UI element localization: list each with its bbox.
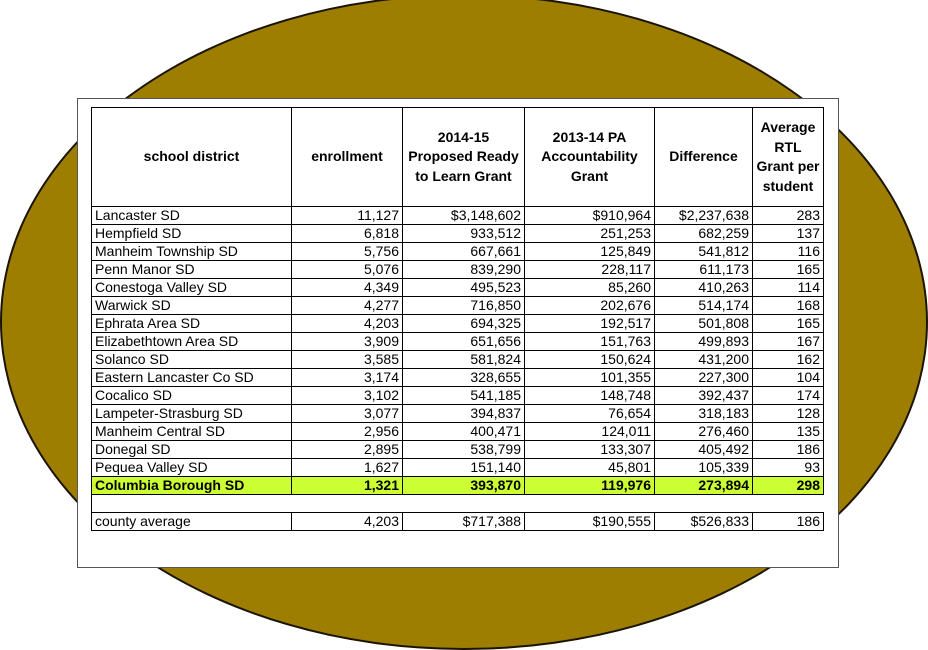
table-row [92, 243, 824, 261]
cell-accountability: 151,763 [525, 333, 655, 351]
cell-accountability: 124,011 [525, 423, 655, 441]
table-row [92, 225, 824, 243]
cell-enrollment: 6,818 [292, 225, 403, 243]
cell-district: Lancaster SD [92, 207, 292, 225]
cell-district: Manheim Central SD [92, 423, 292, 441]
cell-district: Solanco SD [92, 351, 292, 369]
cell-difference: 273,894 [655, 477, 753, 495]
table-row [92, 351, 824, 369]
cell-accountability: $910,964 [525, 207, 655, 225]
cell-enrollment: 4,277 [292, 297, 403, 315]
cell-proposed: 495,523 [403, 279, 525, 297]
header-proposed-grant: 2014-15 Proposed Ready to Learn Grant [403, 108, 525, 207]
cell-average: 165 [753, 261, 824, 279]
cell-district: Lampeter-Strasburg SD [92, 405, 292, 423]
cell-difference: 392,437 [655, 387, 753, 405]
cell-difference: 541,812 [655, 243, 753, 261]
cell-proposed: 651,656 [403, 333, 525, 351]
cell-accountability: 228,117 [525, 261, 655, 279]
cell-enrollment: 2,956 [292, 423, 403, 441]
cell-district: Cocalico SD [92, 387, 292, 405]
cell-proposed: 538,799 [403, 441, 525, 459]
cell-average: 186 [753, 513, 824, 531]
cell-proposed: 839,290 [403, 261, 525, 279]
table-row [92, 387, 824, 405]
cell-proposed: $717,388 [403, 513, 525, 531]
table-row [92, 261, 824, 279]
cell-average: 283 [753, 207, 824, 225]
cell-district: county average [92, 513, 292, 531]
cell-accountability: 251,253 [525, 225, 655, 243]
cell-difference: 431,200 [655, 351, 753, 369]
cell-difference: 501,808 [655, 315, 753, 333]
table-row [92, 333, 824, 351]
cell-enrollment: 5,756 [292, 243, 403, 261]
cell-proposed: 933,512 [403, 225, 525, 243]
cell-district: Columbia Borough SD [92, 477, 292, 495]
cell-proposed: 667,661 [403, 243, 525, 261]
highlight-row [92, 477, 824, 495]
table-row [92, 459, 824, 477]
cell-average: 128 [753, 405, 824, 423]
header-accountability-grant: 2013-14 PA Accountability Grant [525, 108, 655, 207]
cell-enrollment: 4,349 [292, 279, 403, 297]
table-row [92, 423, 824, 441]
cell-accountability: 192,517 [525, 315, 655, 333]
cell-district: Conestoga Valley SD [92, 279, 292, 297]
cell-average: 93 [753, 459, 824, 477]
cell-average: 162 [753, 351, 824, 369]
cell-district: Warwick SD [92, 297, 292, 315]
cell-enrollment: 3,909 [292, 333, 403, 351]
cell-average: 165 [753, 315, 824, 333]
cell-district: Hempfield SD [92, 225, 292, 243]
cell-enrollment: 5,076 [292, 261, 403, 279]
cell-enrollment: 2,895 [292, 441, 403, 459]
cell-district: Manheim Township SD [92, 243, 292, 261]
cell-average: 116 [753, 243, 824, 261]
cell-proposed: 394,837 [403, 405, 525, 423]
cell-district: Penn Manor SD [92, 261, 292, 279]
cell-average: 298 [753, 477, 824, 495]
cell-enrollment: 4,203 [292, 315, 403, 333]
cell-proposed: 393,870 [403, 477, 525, 495]
table-row [92, 405, 824, 423]
cell-accountability: 125,849 [525, 243, 655, 261]
cell-enrollment: 3,102 [292, 387, 403, 405]
cell-proposed: 328,655 [403, 369, 525, 387]
cell-difference: 276,460 [655, 423, 753, 441]
cell-district: Pequea Valley SD [92, 459, 292, 477]
cell-average: 174 [753, 387, 824, 405]
cell-average: 114 [753, 279, 824, 297]
cell-accountability: $190,555 [525, 513, 655, 531]
cell-difference: 410,263 [655, 279, 753, 297]
cell-accountability: 101,355 [525, 369, 655, 387]
spreadsheet-panel [77, 98, 839, 568]
cell-accountability: 150,624 [525, 351, 655, 369]
cell-district: Donegal SD [92, 441, 292, 459]
cell-accountability: 133,307 [525, 441, 655, 459]
cell-average: 186 [753, 441, 824, 459]
cell-difference: 611,173 [655, 261, 753, 279]
cell-enrollment: 3,174 [292, 369, 403, 387]
grant-table [91, 107, 824, 531]
table-row [92, 207, 824, 225]
cell-proposed: 400,471 [403, 423, 525, 441]
cell-average: 137 [753, 225, 824, 243]
cell-district: Eastern Lancaster Co SD [92, 369, 292, 387]
cell-enrollment: 1,321 [292, 477, 403, 495]
cell-average: 167 [753, 333, 824, 351]
cell-accountability: 85,260 [525, 279, 655, 297]
cell-difference: 682,259 [655, 225, 753, 243]
cell-enrollment: 3,585 [292, 351, 403, 369]
cell-average: 104 [753, 369, 824, 387]
cell-district: Elizabethtown Area SD [92, 333, 292, 351]
table-row [92, 369, 824, 387]
cell-proposed: 581,824 [403, 351, 525, 369]
cell-average: 168 [753, 297, 824, 315]
cell-district: Ephrata Area SD [92, 315, 292, 333]
cell-proposed: $3,148,602 [403, 207, 525, 225]
spacer-row [92, 495, 824, 513]
cell-accountability: 76,654 [525, 405, 655, 423]
cell-enrollment: 1,627 [292, 459, 403, 477]
cell-accountability: 202,676 [525, 297, 655, 315]
header-district: school district [92, 108, 292, 207]
cell-enrollment: 11,127 [292, 207, 403, 225]
cell-proposed: 541,185 [403, 387, 525, 405]
cell-difference: 405,492 [655, 441, 753, 459]
cell-difference: 227,300 [655, 369, 753, 387]
table-row [92, 441, 824, 459]
header-row [92, 108, 824, 207]
table-row [92, 279, 824, 297]
cell-proposed: 694,325 [403, 315, 525, 333]
header-average-per-student: Average RTL Grant per student [753, 108, 824, 207]
cell-difference: $526,833 [655, 513, 753, 531]
cell-accountability: 119,976 [525, 477, 655, 495]
cell-difference: $2,237,638 [655, 207, 753, 225]
header-difference: Difference [655, 108, 753, 207]
cell-difference: 105,339 [655, 459, 753, 477]
cell-difference: 514,174 [655, 297, 753, 315]
cell-enrollment: 4,203 [292, 513, 403, 531]
cell-accountability: 45,801 [525, 459, 655, 477]
cell-proposed: 151,140 [403, 459, 525, 477]
cell-difference: 318,183 [655, 405, 753, 423]
table-row [92, 315, 824, 333]
header-enrollment: enrollment [292, 108, 403, 207]
cell-difference: 499,893 [655, 333, 753, 351]
cell-proposed: 716,850 [403, 297, 525, 315]
cell-accountability: 148,748 [525, 387, 655, 405]
cell-average: 135 [753, 423, 824, 441]
cell-enrollment: 3,077 [292, 405, 403, 423]
table-row [92, 297, 824, 315]
county-average-row [92, 513, 824, 531]
